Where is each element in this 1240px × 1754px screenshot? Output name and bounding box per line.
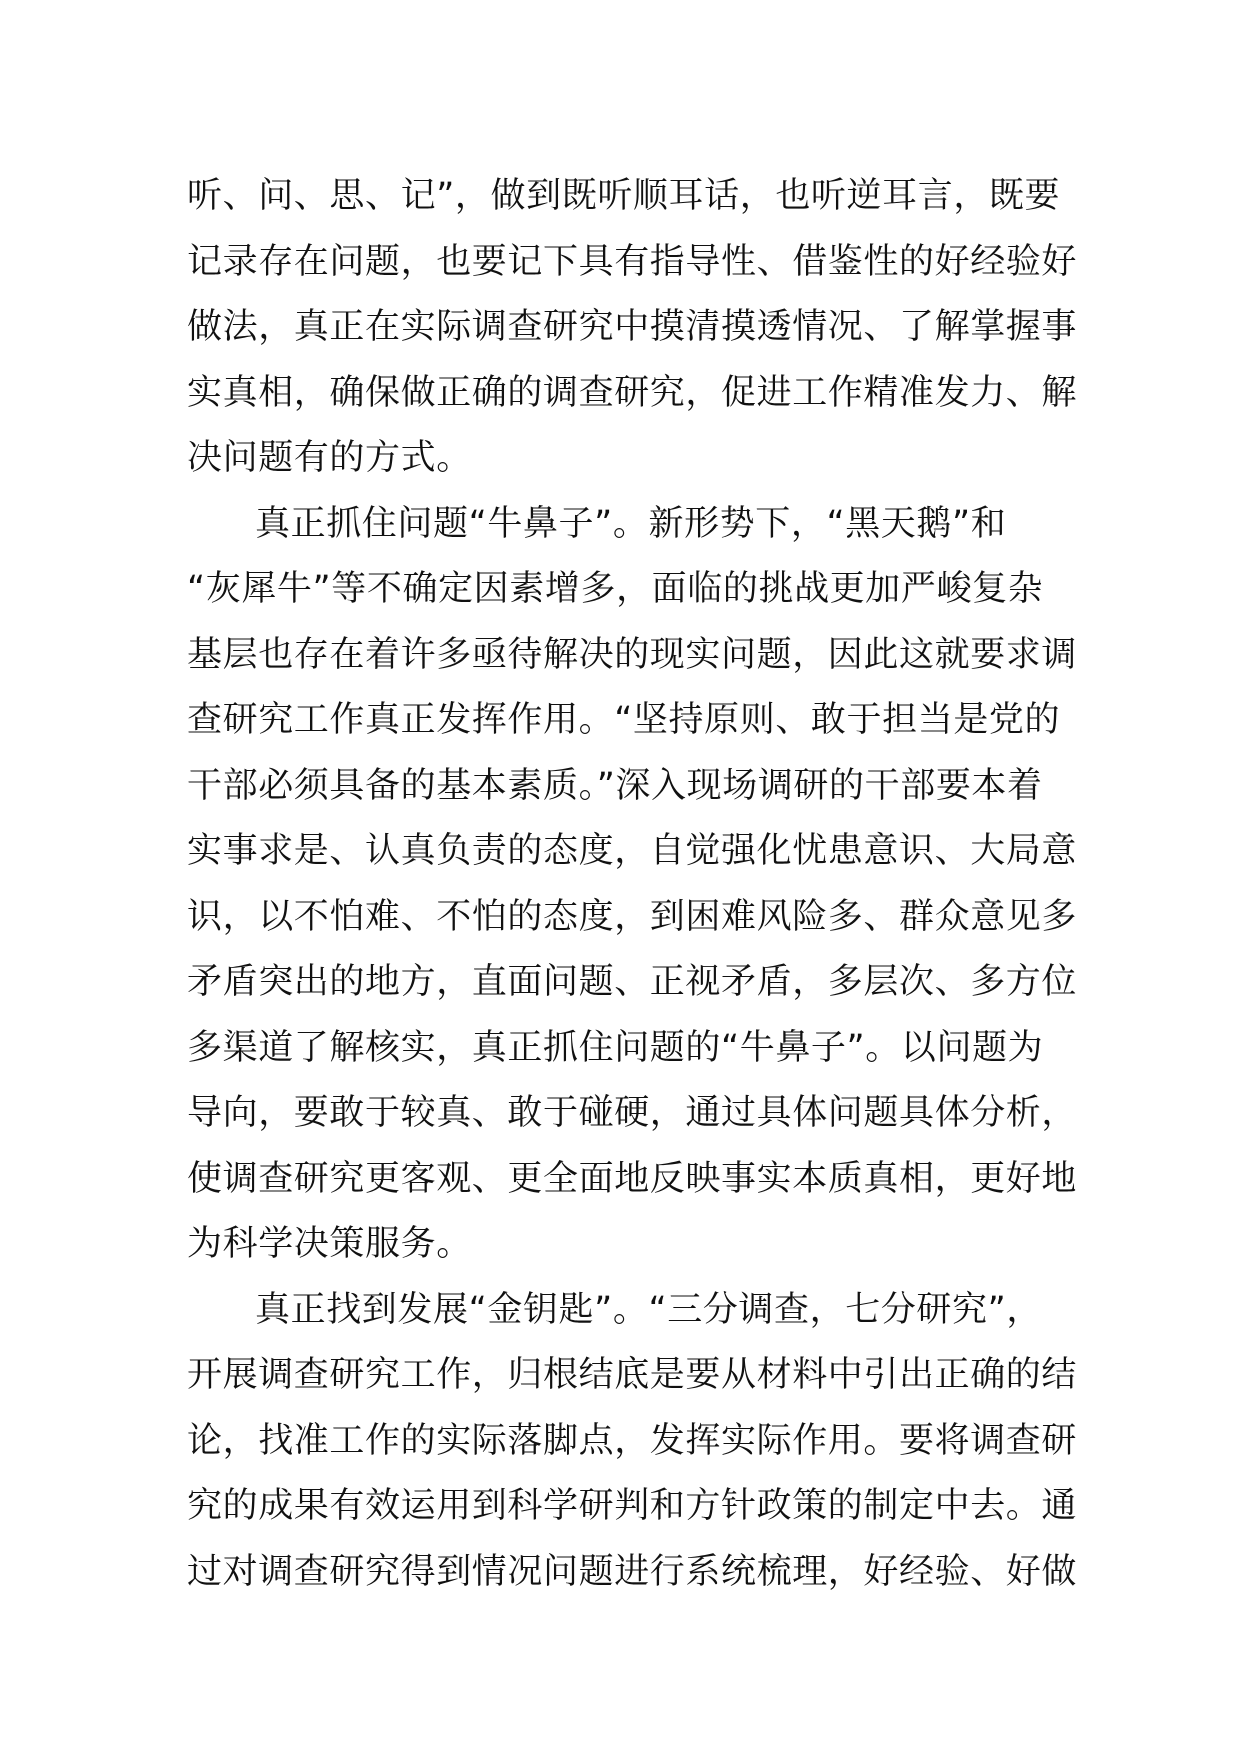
text-line: 实事求是、认真负责的态度，自觉强化忧患意识、大局意 bbox=[187, 831, 1078, 871]
section-heading-line: 真正抓住问题“牛鼻子”。新形势下，“黑天鹅”和 bbox=[255, 503, 1007, 544]
text-line: 究的成果有效运用到科学研判和方针政策的制定中去。通 bbox=[187, 1486, 1078, 1526]
text-line: 为科学决策服务。 bbox=[187, 1224, 472, 1264]
section-heading-line: 真正找到发展“金钥匙”。“三分调查，七分研究”， bbox=[255, 1289, 1042, 1330]
text-line: 查研究工作真正发挥作用。“坚持原则、敢于担当是党的 bbox=[187, 700, 1061, 740]
text-line: 记录存在问题，也要记下具有指导性、借鉴性的好经验好 bbox=[187, 241, 1078, 282]
text-line: 基层也存在着许多亟待解决的现实问题，因此这就要求调 bbox=[187, 634, 1078, 675]
text-line: 决问题有的方式。 bbox=[187, 438, 472, 478]
body-text bbox=[187, 164, 1078, 1605]
text-line: 听、问、思、记”，做到既听顺耳话，也听逆耳言，既要 bbox=[187, 176, 1061, 216]
text-line: 干部必须具备的基本素质。”深入现场调研的干部要本着 bbox=[187, 765, 1043, 806]
text-line: 过对调查研究得到情况问题进行系统梳理，好经验、好做 bbox=[187, 1551, 1078, 1592]
text-line: 识，以不怕难、不怕的态度，到困难风险多、群众意见多 bbox=[187, 896, 1078, 937]
text-line: 多渠道了解核实，真正抓住问题的“牛鼻子”。以问题为 bbox=[187, 1027, 1044, 1068]
text-line: 开展调查研究工作，归根结底是要从材料中引出正确的结 bbox=[187, 1355, 1078, 1395]
text-line: 使调查研究更客观、更全面地反映事实本质真相，更好地 bbox=[187, 1158, 1078, 1199]
text-line: 导向，要敢于较真、敢于碰硬，通过具体问题具体分析， bbox=[187, 1093, 1078, 1133]
text-line: 矛盾突出的地方，直面问题、正视矛盾，多层次、多方位 bbox=[187, 962, 1078, 1002]
text-line: “灰犀牛”等不确定因素增多，面临的挑战更加严峻复杂 bbox=[187, 569, 1044, 609]
text-line: 实真相，确保做正确的调查研究，促进工作精准发力、解 bbox=[187, 372, 1078, 413]
text-line: 做法，真正在实际调查研究中摸清摸透情况、了解掌握事 bbox=[187, 307, 1078, 347]
text-line: 论，找准工作的实际落脚点，发挥实际作用。要将调查研 bbox=[187, 1420, 1078, 1461]
